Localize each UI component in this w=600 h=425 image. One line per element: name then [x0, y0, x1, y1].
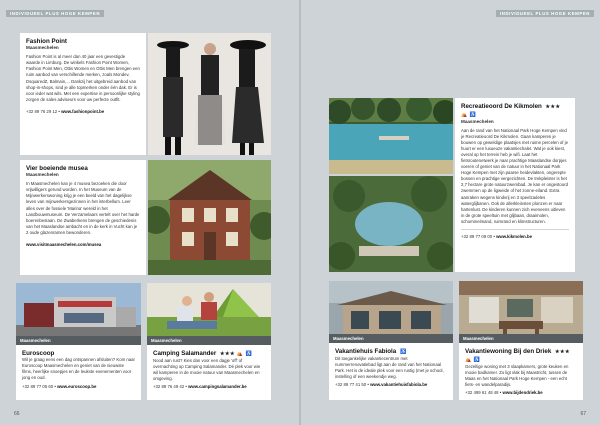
driek-photo [459, 281, 583, 343]
kikmolen-location: Maasmechelen [461, 118, 494, 124]
driek-title-text: Vakantiewoning Bij den Driek [465, 348, 552, 355]
camping-card [147, 345, 271, 400]
euroscoop-phone: +32 89 77 05 60 [22, 383, 54, 389]
kikmolen-title-text: Recreatieoord De Kikmolen [461, 103, 542, 110]
kikmolen-pool-photo [329, 98, 453, 174]
fabiola-phone: +32 89 77 41 50 [335, 382, 367, 388]
driek-body: Gezellige woning met 3 slaapkamers, grote keuken en mooie badkamer. Zo ligt vlak bij Maastricht, tussen de Maas en het Nationaal Park Hoge Kempen - een echt fiets- en wandelparadijs. [465, 363, 569, 387]
camping-amenity-icons: ★★★ ⛺ ♿ [220, 351, 253, 357]
fabiola-web[interactable]: www.vakantiehuisfabiola.be [370, 382, 428, 388]
camping-photo [147, 283, 271, 345]
camping-title [153, 350, 265, 358]
fashion-point-phone: +32 89 76 29 12 [26, 108, 58, 114]
kikmolen-card [455, 98, 575, 272]
euroscoop-web[interactable]: www.euroscoop.be [57, 383, 97, 389]
kikmolen-contact: +32 89 77 09 00 • www.kikmolen.be [461, 234, 532, 239]
musea-body: In Maasmechelen kan je 4 musea bezoeken die door vrijwilligers gerund worden. In het Museum van de Mijnwerkerswoning krijg je een beeld van het dagelijkse leven van mijnwerkersgezinnen in het interbellum. Leer alles over de fossiele 'Marina' wereld in het Landbouwmuseum. De Verzamelaars vertelt over het harde boerenbestaan. De Zwaberkens brengen de geschiedenis van het Maaslandse ambacht en in de kerk in Vucht kan je 2 oude glazenramen bewonderen. [26, 181, 140, 235]
kikmolen-body: Aan de rand van het Nationaal Park Hoge Kempen vind je Recreatieoord De Kikmolen. Gaan kamperen je bouwen op geweldige plaatsjes met ruime percelen of je huurt er een luxueuze vakantiechalet. Wat je ook kiest, overal op het terrein heb je wifi. Laat het fietsroutenetwerk je naar prachtige Maaslandse dorpjes voeren of geniet van de natuur in het Nationaal Park Hoge Kempen met zijn paarse heidevlakten, ongerepte bossen en prachtige vergezichten. De trekpleister is het 2,7 hectare grote natuurzwembad. Je kan er ongestoord zwemmen op de ligweide of het zonne-eiland. Extra aanraken wegens kindvrij en 3 speelzadeles waterglijbanen. Ook de allerkleinsten plonzen er naar hartenlust. De kinderen kunnen zich eveneens uitleven in de grote speeltuin met glijbaan, draaimolen, schommelmand, ruimrand en klimstructuren. [461, 127, 569, 224]
kikmolen-title [461, 103, 569, 119]
fabiola-card [329, 343, 453, 400]
running-head-left: INDIVIDUEEL PLUS HOGE KEMPEN [6, 10, 104, 17]
fashion-point-web[interactable]: www.fashionpoint.be [61, 108, 105, 114]
driek-amenity-icons: ★★★ ⛺ ♿ [465, 349, 570, 363]
right-page [301, 0, 600, 425]
musea-contact [26, 242, 140, 247]
fabiola-title [335, 348, 447, 356]
fashion-point-contact: +32 89 76 29 12 • www.fashionpoint.be [26, 108, 105, 114]
kikmolen-divider [461, 229, 569, 230]
fashion-point-body: Fashion Point is al meer dan 40 jaar een gevestigde waarde in Limburg. De winkels Fashion Point Women, Fashion Point Men, Ottis Women en Ottis Men brengen een ruim aanbod van verschillende merken, zoals Mondev, DsquaredZ, Balmain,... Dankzij het uitgebreid aanbod van shop-in-shops, sind je alle topmerken onder één dak. Er is voor ieder wat wils. Met een expertise in persoonlijke styling zorgen de sales adviseurs voor uw perfecte outfit. [26, 54, 140, 102]
fabiola-location: Maasmechelen [329, 334, 453, 343]
fabiola-contact: +32 89 77 41 50 • www.vakantiehuisfabiola.be [335, 382, 428, 388]
kikmolen-web[interactable]: www.kikmolen.be [496, 234, 532, 239]
driek-web[interactable]: www.bijdendriek.be [502, 389, 543, 395]
euroscoop-title: Euroscoop [22, 350, 55, 357]
musea-title: Vier boeiende musea [26, 165, 88, 172]
musea-card [20, 160, 146, 275]
driek-phone: +32 499 61 48 48 [465, 389, 499, 395]
fashion-photo [148, 33, 271, 155]
driek-location: Maasmechelen [459, 334, 583, 343]
musea-location: Maasmechelen [26, 172, 59, 178]
camping-contact: +32 89 76 49 42 • www.campingsalamander.be [153, 384, 247, 390]
camping-phone: +32 89 76 49 42 [153, 384, 185, 390]
euroscoop-photo [16, 283, 141, 345]
fashion-point-location: Maasmechelen [26, 45, 59, 51]
fashion-point-card [20, 33, 146, 155]
euroscoop-body: Wil je graag eens een dag ontspannen afsluiten? Kom naar Euroscoop Maasmechelen en geniet van de nieuwste films, heerlijke snoepjes en de leukste evenementen voor jong en oud. [22, 357, 135, 381]
musea-web[interactable]: www.visitmaasmechelen.com/musea [26, 241, 102, 247]
kikmolen-amenity-icons: ★★★ ⛺ ♿ [461, 104, 561, 118]
left-page [0, 0, 299, 425]
euroscoop-card [16, 345, 141, 400]
camping-web[interactable]: www.campingsalamander.be [188, 384, 247, 390]
camping-body: Nood aan rust? Kies dan voor een dagje 'off' of overnachting op Camping Salamander. Dé plek voor wie wil kamperen in de mooie natuur van Maasmechelen en omgeving. [153, 357, 261, 382]
euroscoop-location: Maasmechelen [16, 336, 141, 345]
fabiola-body: Dit toegankelijke vakantiecentrum met nummerrenovatiebad ligt aan de rand van het Nationaal Park. Het is de ideale plek voor een rustig (met je school, instelling of een weekendje weg. [335, 355, 444, 380]
fabiola-title-text: Vakantiehuis Fabiola [335, 348, 397, 355]
folio-right: 67 [580, 411, 586, 417]
running-head-right: INDIVIDUEEL PLUS HOGE KEMPEN [496, 10, 594, 17]
kikmolen-aerial-photo [329, 176, 453, 272]
museum-photo [148, 160, 271, 275]
folio-left: 66 [14, 411, 20, 417]
fabiola-photo [329, 281, 453, 343]
driek-contact: +32 499 61 48 48 • www.bijdendriek.be [465, 389, 543, 395]
camping-title-text: Camping Salamander [153, 350, 217, 357]
driek-title [465, 348, 577, 364]
euroscoop-contact: +32 89 77 05 60 • www.euroscoop.be [22, 383, 97, 389]
kikmolen-phone: +32 89 77 09 00 [461, 234, 493, 239]
fabiola-accessible-icon: ♿ [399, 349, 407, 355]
fashion-point-title: Fashion Point [26, 38, 67, 45]
camping-location: Maasmechelen [147, 336, 271, 345]
driek-card [459, 343, 583, 400]
